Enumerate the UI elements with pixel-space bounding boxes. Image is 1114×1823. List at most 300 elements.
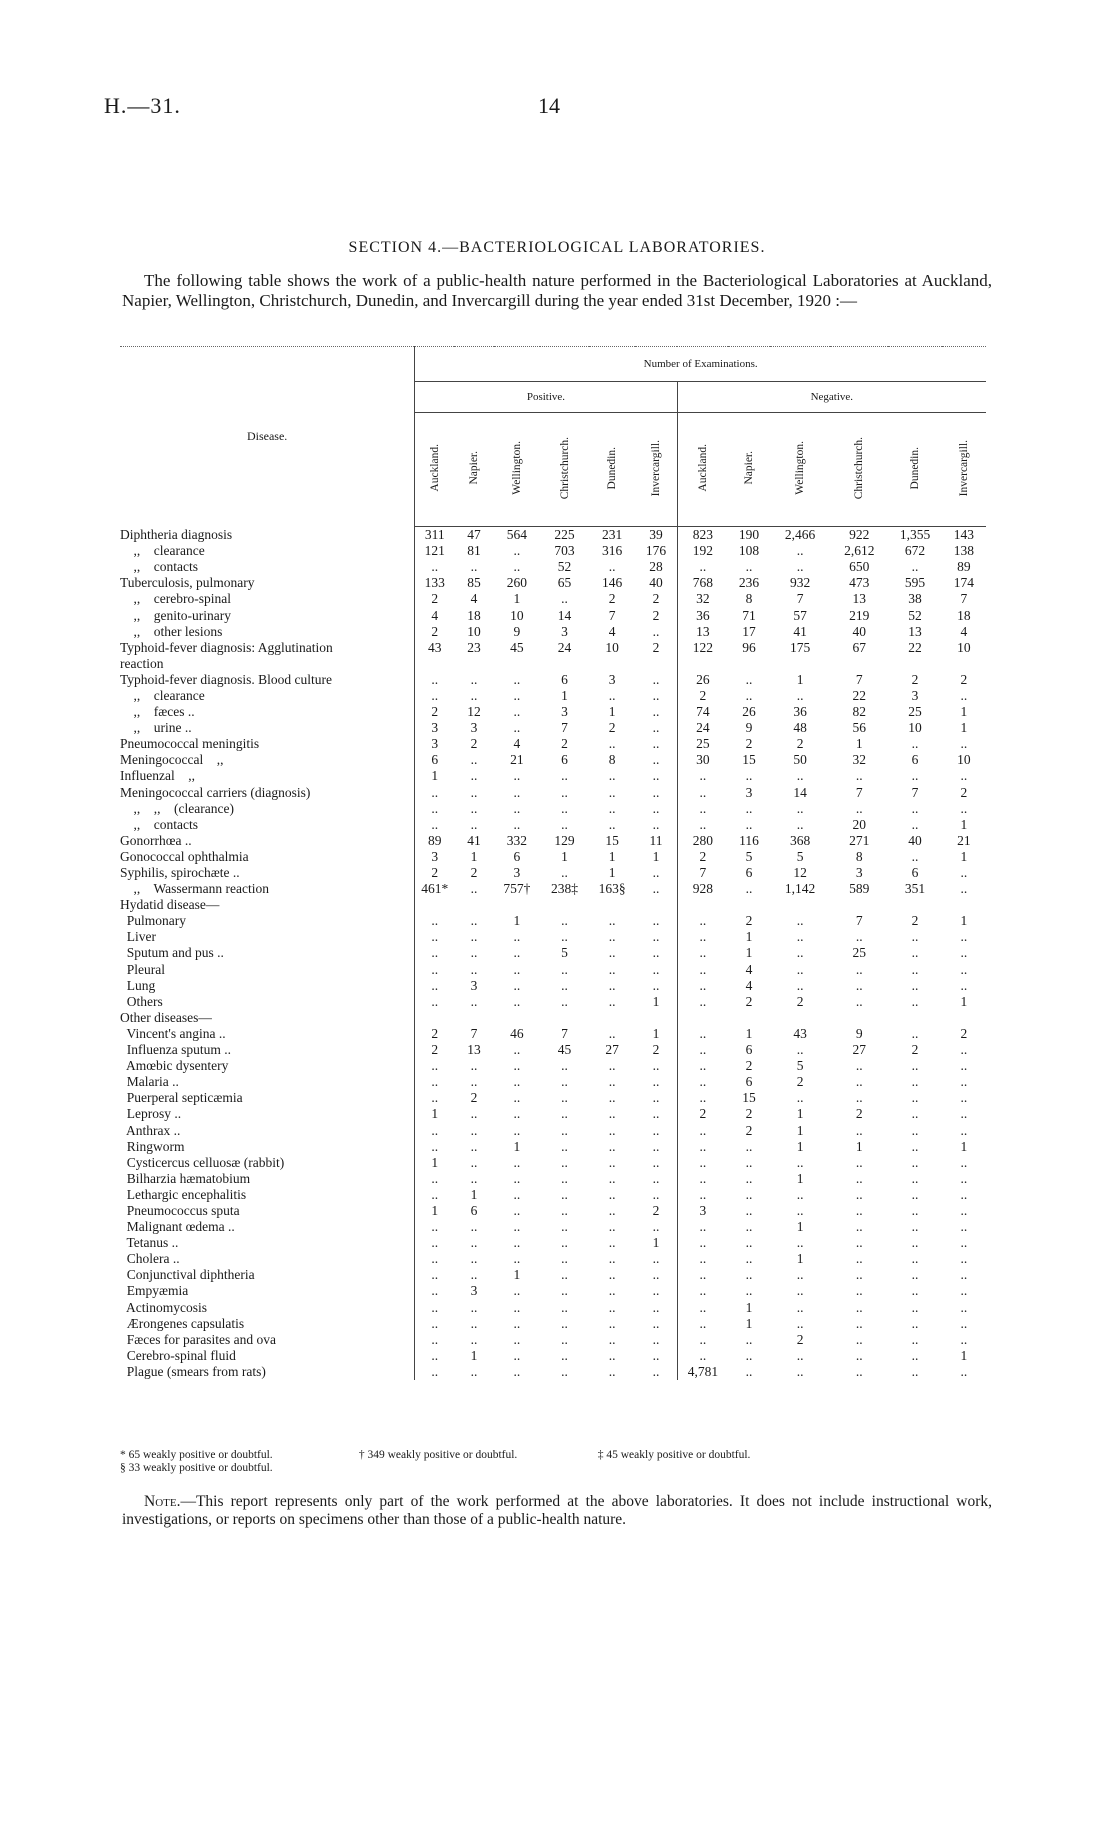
table-cell: .. <box>608 993 616 1009</box>
table-cell: .. <box>911 1331 919 1347</box>
table-cell: .. <box>855 1235 863 1251</box>
table-cell: .. <box>513 543 521 559</box>
table-cell: .. <box>677 801 728 817</box>
table-cell: .. <box>652 1267 660 1283</box>
table-cell: 174 <box>953 575 974 591</box>
footnote-3: ‡ 45 weakly positive or doubtful. <box>597 1449 751 1461</box>
table-cell: .. <box>470 800 478 816</box>
table-cell: .. <box>911 1251 919 1267</box>
table-cell: 280 <box>677 833 728 849</box>
table-cell: 1 <box>960 848 968 864</box>
note-text: —This report represents only part of the work performed at the above laboratories. It does not include instructional work, investigations, or reports on specimens other than those of a public-health nature. <box>122 1493 992 1528</box>
table-cell <box>830 656 888 672</box>
table-row <box>120 720 986 736</box>
table-cell: .. <box>677 817 728 833</box>
table-cell: .. <box>608 1138 616 1154</box>
table-cell: .. <box>677 945 728 961</box>
table-cell: 1 <box>960 1347 968 1363</box>
table-cell: 225 <box>554 527 575 543</box>
table-cell: 2 <box>470 1090 478 1106</box>
table-cell: 231 <box>601 527 623 543</box>
table-cell: 932 <box>789 575 811 591</box>
table-cell: .. <box>960 961 968 977</box>
column-header-label: Dunedin. <box>606 446 619 490</box>
table-cell: 10 <box>605 639 619 655</box>
table-cell <box>888 1010 941 1026</box>
table-cell: 928 <box>677 881 728 897</box>
table-cell: 1 <box>745 1299 753 1315</box>
table-cell: 2 <box>470 736 478 752</box>
table-cell: .. <box>608 1283 616 1299</box>
table-cell: .. <box>677 1316 728 1332</box>
table-cell: .. <box>960 1363 968 1379</box>
table-cell: 15 <box>742 752 756 768</box>
note-prefix: Note. <box>144 1493 181 1510</box>
table-cell: 18 <box>467 607 481 623</box>
table-cell: .. <box>561 993 568 1009</box>
table-cell: 3 <box>415 736 454 752</box>
table-cell: .. <box>470 752 478 768</box>
table-cell: .. <box>652 1154 660 1170</box>
row-label: ,, fæces .. <box>120 704 195 720</box>
table-cell: .. <box>855 1090 863 1106</box>
row-label: Fæces for parasites and ova <box>120 1331 276 1347</box>
table-cell: .. <box>911 977 919 993</box>
table-cell: .. <box>513 687 521 703</box>
table-cell: .. <box>470 929 478 945</box>
table-cell: .. <box>796 800 804 816</box>
table-cell: .. <box>960 1186 968 1202</box>
table-cell: 22 <box>908 639 922 655</box>
table-row <box>120 1026 986 1042</box>
table-cell: .. <box>745 559 753 575</box>
table-cell: .. <box>561 961 568 977</box>
table-cell: .. <box>415 785 454 801</box>
table-cell: .. <box>677 1332 728 1348</box>
table-cell: .. <box>470 687 478 703</box>
table-cell: .. <box>796 1267 804 1283</box>
table-cell: 332 <box>506 832 528 848</box>
table-cell: 1 <box>561 687 568 703</box>
table-cell: .. <box>470 1106 478 1122</box>
row-label: Meningococcal carriers (diagnosis) <box>120 784 311 800</box>
table-cell: 757† <box>503 881 531 897</box>
table-cell: .. <box>608 1363 616 1379</box>
table-cell: .. <box>796 816 804 832</box>
row-label: Leprosy .. <box>120 1106 182 1122</box>
table-cell <box>494 656 540 672</box>
table-cell: 176 <box>645 543 667 559</box>
table-cell <box>540 897 589 913</box>
table-cell: 52 <box>557 559 572 575</box>
table-cell: .. <box>561 1122 568 1138</box>
table-cell: .. <box>911 1363 919 1379</box>
table-cell <box>589 656 635 672</box>
table-cell: .. <box>677 1026 728 1042</box>
table-cell: 65 <box>557 575 572 591</box>
table-cell: 2 <box>415 591 454 607</box>
table-cell: 96 <box>742 639 756 655</box>
table-cell: .. <box>911 848 919 864</box>
table-cell: .. <box>652 977 660 993</box>
table-cell: 85 <box>467 575 481 591</box>
table-cell: .. <box>960 736 968 752</box>
table-cell: .. <box>796 1090 804 1106</box>
table-cell: .. <box>911 1267 919 1283</box>
table-cell: .. <box>608 1074 616 1090</box>
table-row <box>120 624 986 640</box>
table-cell: .. <box>911 961 919 977</box>
table-cell: 45 <box>510 639 524 655</box>
table-cell: .. <box>561 1154 568 1170</box>
table-row <box>120 1300 986 1316</box>
table-cell: .. <box>911 768 919 784</box>
table-cell: .. <box>470 1251 478 1267</box>
table-cell: .. <box>745 1138 753 1154</box>
table-cell: .. <box>608 1186 616 1202</box>
table-cell <box>540 656 589 672</box>
table-cell: .. <box>677 559 728 575</box>
table-cell <box>677 897 728 913</box>
table-cell: .. <box>608 1025 616 1041</box>
table-cell: .. <box>513 993 521 1009</box>
table-cell: .. <box>608 1058 616 1074</box>
table-cell: .. <box>855 1267 863 1283</box>
table-row <box>120 897 986 913</box>
table-cell: .. <box>415 1074 454 1090</box>
table-cell: 89 <box>957 559 971 575</box>
table-cell: .. <box>855 1299 863 1315</box>
table-cell: .. <box>513 1283 521 1299</box>
table-cell: .. <box>415 1187 454 1203</box>
table-cell: .. <box>415 1171 454 1187</box>
table-row <box>120 672 986 688</box>
table-cell: .. <box>415 1219 454 1235</box>
table-cell: 40 <box>649 575 663 591</box>
table-cell: 473 <box>849 575 870 591</box>
table-cell: .. <box>855 1122 863 1138</box>
table-cell: 2 <box>745 1122 753 1138</box>
table-cell: 2 <box>911 1042 919 1058</box>
table-cell: .. <box>470 1170 478 1186</box>
table-row <box>120 752 986 768</box>
table-cell: 25 <box>908 704 922 720</box>
row-label: Lung <box>120 977 156 993</box>
table-cell: .. <box>561 1299 568 1315</box>
table-cell: 1 <box>960 720 968 736</box>
table-cell: 13 <box>908 623 922 639</box>
table-cell: 1 <box>652 848 660 864</box>
table-cell: 13 <box>467 1042 481 1058</box>
table-cell: 12 <box>467 704 481 720</box>
column-header-label: Wellington. <box>510 441 523 495</box>
table-cell: .. <box>652 881 660 897</box>
table-cell: 2 <box>911 671 919 687</box>
table-row <box>120 1203 986 1219</box>
table-cell: .. <box>960 1235 968 1251</box>
table-cell: .. <box>911 1122 919 1138</box>
table-cell: .. <box>513 671 521 687</box>
row-label: Typhoid-fever diagnosis. Blood culture <box>120 671 333 687</box>
row-label: Diphtheria diagnosis <box>120 526 233 542</box>
table-cell: .. <box>415 929 454 945</box>
table-row <box>120 1235 986 1251</box>
table-cell <box>888 897 941 913</box>
table-cell: .. <box>608 1235 616 1251</box>
table-cell: .. <box>652 623 660 639</box>
table-cell: 3 <box>470 720 478 736</box>
table-cell: 7 <box>677 865 728 881</box>
table-cell: 1 <box>513 591 521 607</box>
table-cell: 8 <box>855 848 863 864</box>
row-label: Plague (smears from rats) <box>120 1363 266 1379</box>
row-label: Ærongenes capsulatis <box>120 1315 245 1331</box>
table-cell <box>540 1010 589 1026</box>
intro-paragraph: The following table shows the work of a public-health nature performed in the Bacteriological Laboratories at Auckland, Napier, Wellington, Christchurch, Dunedin, and Invercargill during the year ended 31st December, 1920 :— <box>122 271 992 310</box>
table-cell: 15 <box>742 1090 756 1106</box>
table-cell: .. <box>470 1154 478 1170</box>
table-cell: .. <box>677 1219 728 1235</box>
table-cell: .. <box>513 1042 521 1058</box>
table-cell: .. <box>608 929 616 945</box>
table-cell: .. <box>415 994 454 1010</box>
table-cell: 650 <box>849 559 870 575</box>
table-cell: 1 <box>745 945 753 961</box>
table-cell: .. <box>745 1267 753 1283</box>
column-header-label: Dunedin. <box>909 446 921 490</box>
examinations-table-wrap <box>120 346 986 1380</box>
table-cell: .. <box>513 1106 521 1122</box>
table-cell: 271 <box>849 832 870 848</box>
table-cell: 1 <box>513 913 521 929</box>
table-cell: 768 <box>677 575 728 591</box>
table-cell: .. <box>960 1074 968 1090</box>
table-cell: .. <box>745 1363 753 1379</box>
table-cell: 2 <box>415 865 454 881</box>
row-label: Pleural <box>120 961 165 977</box>
table-cell: 121 <box>415 543 454 559</box>
table-cell: 922 <box>849 527 870 543</box>
table-cell: .. <box>513 1219 521 1235</box>
table-cell: .. <box>652 736 660 752</box>
table-cell: .. <box>796 977 804 993</box>
column-header <box>888 413 941 527</box>
table-cell: .. <box>960 800 968 816</box>
table-row <box>120 1171 986 1187</box>
table-cell: 23 <box>467 639 481 655</box>
table-cell: .. <box>652 1299 660 1315</box>
table-cell: .. <box>677 1122 728 1138</box>
table-cell: .. <box>470 1299 478 1315</box>
table-cell: 138 <box>953 543 974 559</box>
column-header <box>728 413 770 527</box>
table-cell: .. <box>960 929 968 945</box>
table-cell: .. <box>960 1106 968 1122</box>
table-cell: 2 <box>796 993 804 1009</box>
table-cell: 122 <box>677 640 728 656</box>
table-row <box>120 785 986 801</box>
table-cell: 32 <box>852 752 867 768</box>
table-cell: .. <box>911 929 919 945</box>
table-cell: .. <box>745 1235 753 1251</box>
table-row <box>120 1364 986 1380</box>
column-header-label: Invercargill. <box>957 439 970 497</box>
table-cell: .. <box>513 784 521 800</box>
page-number: 14 <box>538 93 560 118</box>
table-cell: .. <box>561 1058 568 1074</box>
table-cell: 50 <box>793 752 807 768</box>
table-cell: 2,612 <box>844 543 875 559</box>
table-row <box>120 1058 986 1074</box>
row-label: Liver <box>120 929 156 945</box>
table-cell: 1 <box>796 1219 804 1235</box>
table-row <box>120 1283 986 1299</box>
table-cell: 43 <box>793 1025 807 1041</box>
table-cell: 3 <box>855 865 863 881</box>
table-cell: .. <box>855 1219 863 1235</box>
table-cell: .. <box>652 1331 660 1347</box>
table-row <box>120 1139 986 1155</box>
table-cell: .. <box>513 1315 521 1331</box>
table-cell: .. <box>677 1283 728 1299</box>
table-cell <box>677 656 728 672</box>
table-cell: .. <box>561 929 568 945</box>
row-label: Cysticercus celluosæ (rabbit) <box>120 1154 285 1170</box>
table-cell <box>942 656 986 672</box>
table-cell <box>589 1010 635 1026</box>
table-cell: 24 <box>677 720 728 736</box>
table-cell: 40 <box>908 832 922 848</box>
table-cell: 589 <box>849 881 870 897</box>
table-cell: .. <box>855 961 863 977</box>
table-cell: .. <box>513 1202 521 1218</box>
table-cell: .. <box>911 1170 919 1186</box>
table-cell: .. <box>652 865 660 881</box>
table-cell: .. <box>608 1106 616 1122</box>
table-cell: .. <box>960 1202 968 1218</box>
table-cell: 1 <box>652 993 660 1009</box>
table-cell: .. <box>561 1170 568 1186</box>
table-cell: .. <box>745 1251 753 1267</box>
table-row <box>120 929 986 945</box>
column-header <box>942 413 986 527</box>
table-cell: 2 <box>415 1042 454 1058</box>
table-cell: .. <box>561 1267 568 1283</box>
table-cell: 10 <box>467 623 481 639</box>
table-cell: .. <box>470 1315 478 1331</box>
column-header <box>770 413 830 527</box>
table-cell: .. <box>608 977 616 993</box>
table-cell: 71 <box>742 607 756 623</box>
row-label: Other diseases— <box>120 1009 212 1025</box>
row-label: Others <box>120 993 163 1009</box>
table-row <box>120 688 986 704</box>
table-cell: .. <box>745 1283 753 1299</box>
table-cell <box>942 1010 986 1026</box>
table-cell: 6 <box>911 752 919 768</box>
table-row <box>120 736 986 752</box>
table-row <box>120 865 986 881</box>
table-row <box>120 559 986 575</box>
table-cell: .. <box>677 1300 728 1316</box>
table-cell: 7 <box>960 591 968 607</box>
table-cell: .. <box>911 1138 919 1154</box>
table-cell: .. <box>911 1315 919 1331</box>
table-cell: 2 <box>652 639 660 655</box>
table-cell <box>454 897 493 913</box>
table-cell: 1 <box>796 1138 804 1154</box>
table-cell: .. <box>960 1299 968 1315</box>
table-cell: 14 <box>557 607 572 623</box>
table-cell: 2 <box>677 1106 728 1122</box>
row-label: Anthrax .. <box>120 1122 181 1138</box>
table-cell: 1 <box>745 1315 753 1331</box>
table-cell: .. <box>745 1202 753 1218</box>
table-cell: .. <box>415 1267 454 1283</box>
row-label: ,, contacts <box>120 559 198 575</box>
table-row <box>120 1316 986 1332</box>
table-cell: 4 <box>745 961 753 977</box>
table-cell: .. <box>652 816 660 832</box>
table-cell: 47 <box>467 527 481 543</box>
table-cell: 3 <box>677 1203 728 1219</box>
row-label: ,, genito-urinary <box>120 607 231 623</box>
table-cell <box>942 897 986 913</box>
table-cell: 6 <box>513 848 521 864</box>
table-cell: 1 <box>745 929 753 945</box>
row-label: Sputum and pus .. <box>120 945 224 961</box>
row-label: Typhoid-fever diagnosis: Agglutination <box>120 639 333 655</box>
table-cell: 1 <box>855 736 863 752</box>
row-label: reaction <box>120 655 164 671</box>
table-cell: .. <box>911 1347 919 1363</box>
table-cell: 2 <box>796 736 804 752</box>
table-cell: .. <box>415 1348 454 1364</box>
table-row <box>120 1042 986 1058</box>
footnotes <box>120 1449 990 1475</box>
table-cell: 6 <box>415 752 454 768</box>
table-cell <box>635 897 677 913</box>
table-cell: .. <box>608 687 616 703</box>
table-cell: 1 <box>470 1347 478 1363</box>
table-cell: .. <box>911 559 919 575</box>
table-cell: .. <box>960 977 968 993</box>
table-cell: .. <box>561 1363 568 1379</box>
table-cell: 41 <box>467 832 481 848</box>
table-cell: .. <box>677 1187 728 1203</box>
table-cell: .. <box>855 1202 863 1218</box>
table-cell: .. <box>415 945 454 961</box>
table-cell: .. <box>608 1090 616 1106</box>
table-cell: 5 <box>796 848 804 864</box>
table-cell: .. <box>415 801 454 817</box>
table-cell: .. <box>855 929 863 945</box>
table-cell: 20 <box>852 816 867 832</box>
table-cell: 12 <box>793 865 807 881</box>
table-cell: 703 <box>554 543 575 559</box>
table-cell: .. <box>960 1331 968 1347</box>
table-cell: 57 <box>793 607 807 623</box>
row-label: ,, Wassermann reaction <box>120 881 269 897</box>
table-cell: .. <box>855 977 863 993</box>
row-label: ,, ,, (clearance) <box>120 800 234 816</box>
table-cell: 11 <box>649 832 663 848</box>
table-cell: .. <box>561 1138 568 1154</box>
table-cell: 1 <box>652 1025 660 1041</box>
table-cell: 3 <box>470 1283 478 1299</box>
table-cell: .. <box>677 994 728 1010</box>
table-cell: .. <box>677 1267 728 1283</box>
